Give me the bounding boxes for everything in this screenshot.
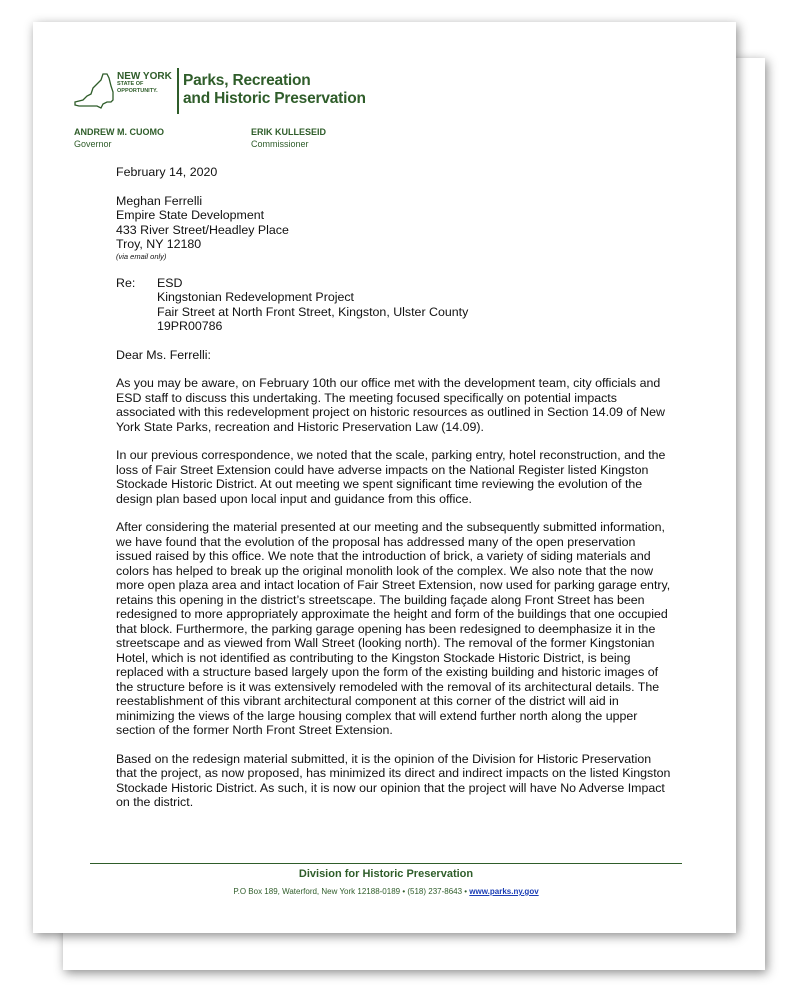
letter-date: February 14, 2020	[116, 165, 218, 179]
agency-name: Parks, Recreation and Historic Preservation	[183, 72, 366, 107]
governor-name: ANDREW M. CUOMO	[74, 127, 164, 137]
recipient-street: 433 River Street/Headley Place	[116, 222, 289, 237]
recipient-city: Troy, NY 12180	[116, 237, 202, 251]
re-line: Fair Street at North Front Street, Kingston, Ulster County	[157, 304, 469, 319]
commissioner-block	[251, 126, 326, 150]
re-block	[116, 276, 672, 334]
commissioner-name: ERIK KULLESEID	[251, 127, 327, 137]
letterhead	[73, 66, 393, 126]
logo-divider	[177, 68, 179, 114]
body-paragraph: In our previous correspondence, we noted that the scale, parking entry, hotel reconstruction, and the loss of Fair Street Extension could have adverse impacts on the National Register listed Kingston Stockade Historic District. At out meeting we spent significant time reviewing the evolution of the design plan based upon local input and guidance from this office.	[116, 448, 666, 506]
footer-division: Division for Historic Preservation	[298, 868, 474, 880]
recipient-name: Meghan Ferrelli	[116, 193, 203, 208]
new-york-state-map-icon	[73, 72, 117, 112]
re-label: Re:	[116, 275, 136, 290]
ny-logo-text: NEW YORK STATE OF OPPORTUNITY.	[117, 71, 172, 94]
delivery-note: (via email only)	[116, 251, 167, 261]
footer-rule	[90, 863, 682, 864]
re-line: Kingstonian Redevelopment Project	[157, 290, 354, 304]
commissioner-title: Commissioner	[251, 139, 309, 149]
governor-title: Governor	[74, 139, 112, 149]
footer	[90, 868, 682, 899]
letter-page	[33, 22, 736, 933]
recipient-org: Empire State Development	[116, 208, 265, 222]
body-paragraph: As you may be aware, on February 10th our office met with the development team, city officials and ESD staff to discuss this undertaking. The meeting focused specifically on potential impacts associated with this redevelopment project on historic resources as outlined in Section 14.09 of New York State Parks, recreation and Historic Preservation Law (14.09).	[116, 376, 665, 434]
body-paragraph: Based on the redesign material submitted, it is the opinion of the Division for Historic Preservation that the project, as now proposed, has minimized its direct and indirect impacts on the listed Kingston Stockade Historic District. As such, it is now our opinion that the project will have No Adverse Impact on the district.	[116, 751, 671, 809]
footer-address: P.O Box 189, Waterford, New York 12188-0189 • (518) 237-8643 •	[233, 887, 470, 896]
re-line: 19PR00786	[157, 319, 223, 333]
salutation: Dear Ms. Ferrelli:	[116, 347, 212, 362]
re-line: ESD	[157, 275, 183, 290]
footer-website-link[interactable]: www.parks.ny.gov	[469, 887, 539, 896]
recipient-address	[116, 194, 672, 262]
body-paragraph: After considering the material presented at our meeting and the subsequently submitted information, we have found that the evolution of the proposal has addressed many of the open preservation issued raised by this office. We note that the introduction of brick, a variety of siding materials and colors has helped to break up the original monolith look of the complex. We also note that the now more open plaza area and intact location of Fair Street Extension, now used for parking garage entry, retains this opening in the district’s streetscape. The building façade along Front Street has been redesigned to more appropriately approximate the height and form of the buildings that one occupied that block. Furthermore, the parking garage opening has been redesigned to deemphasize it in the streetscape and as viewed from Wall Street (looking north). The removal of the former Kingstonian Hotel, which is not identified as contributing to the Kingston Stockade Historic District, is being replaced with a structure based largely upon the form of the existing building and historic images of the structure before is it was extensively remodeled with the removal of its architectural details. The reestablishment of this vibrant architectural component at this corner of the district will aid in minimizing the views of the large housing complex that will extend further north along the upper section of the former North Front Street Extension.	[116, 520, 671, 737]
letter-body	[116, 165, 672, 810]
governor-block	[74, 126, 164, 150]
